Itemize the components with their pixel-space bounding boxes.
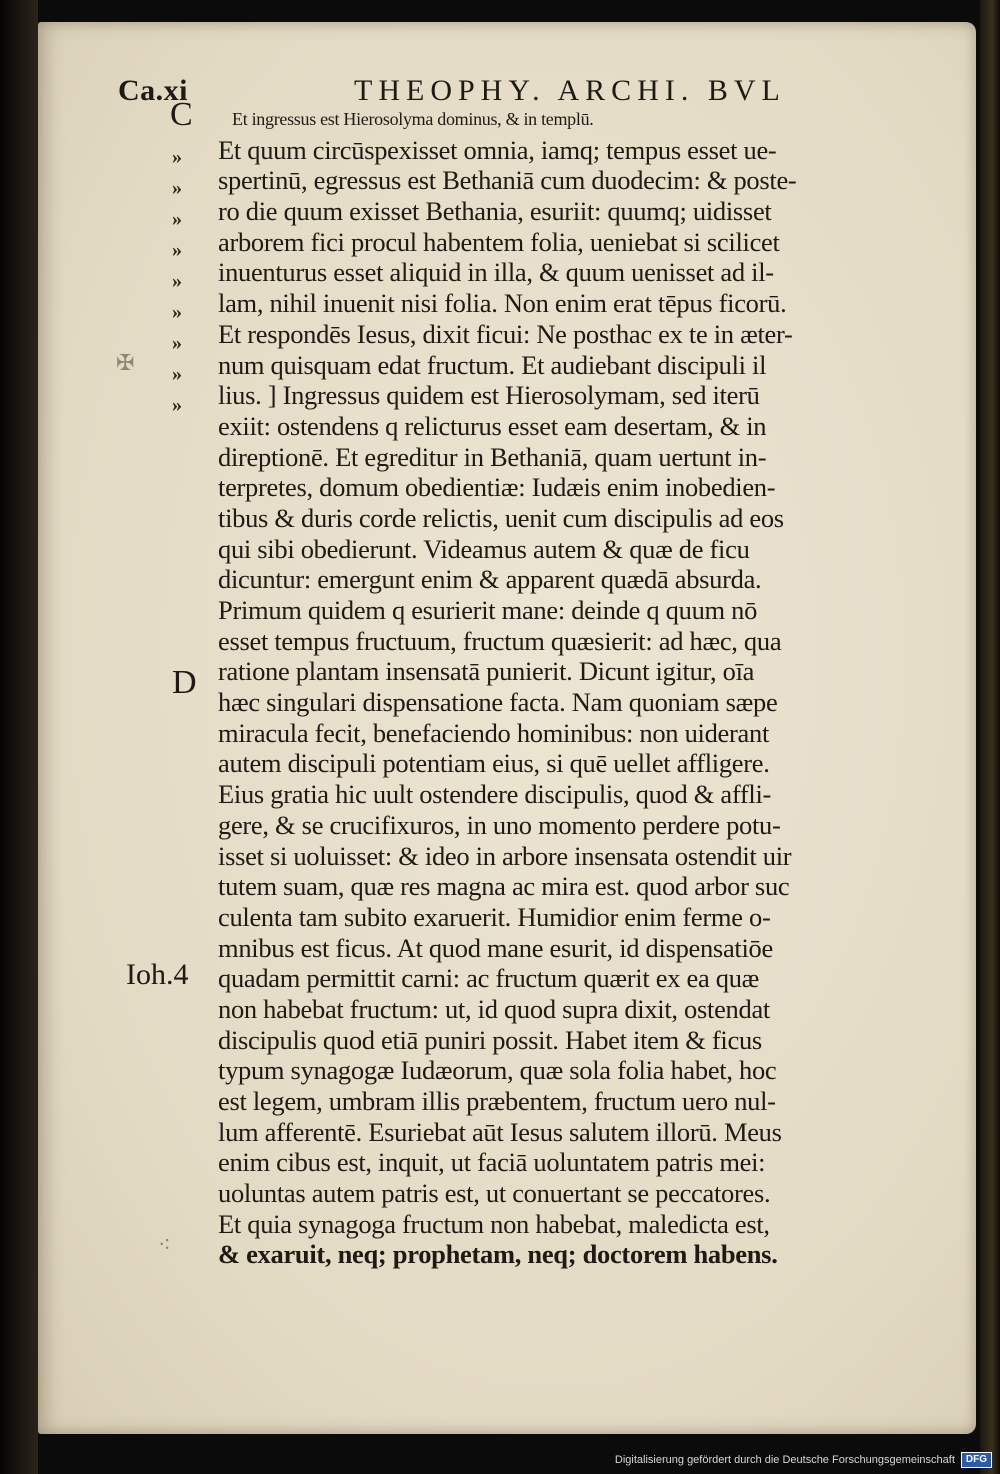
text-line: miracula fecit, benefaciendo hominibus: non uiderant	[218, 717, 770, 748]
text-line: uoluntas autem patris est, ut conuertant se peccatores.	[218, 1178, 771, 1209]
quote-mark: »	[172, 363, 179, 385]
text-line: culenta tam subito exaruerit. Humidior enim ferme o-	[218, 901, 771, 932]
text-line: terpretes, domum obedientiæ: Iudæis enim inobedien-	[218, 472, 776, 503]
text-line: exiit: ostendens q relicturus esset eam desertam, & in	[218, 410, 767, 441]
text-line: mnibus est ficus. At quod mane esurit, id dispensatiōe	[218, 932, 773, 963]
ink-stain-mark: ✠	[116, 350, 135, 375]
text-line: lius. ] Ingressus quidem est Hierosolymam, sed iterū	[218, 380, 760, 411]
dfg-logo-icon: DFG	[961, 1452, 992, 1468]
text-line: num quisquam edat fructum. Et audiebant discipuli il	[218, 349, 767, 380]
text-line: tutem suam, quæ res magna ac mira est. quod arbor suc	[218, 871, 790, 902]
text-line: direptionē. Et egreditur in Bethaniā, quam uertunt in-	[218, 441, 767, 472]
text-line: hæc singulari dispensatione facta. Nam quoniam sæpe	[218, 687, 778, 718]
text-line: ratione plantam insensatā punierit. Dicunt igitur, oīa	[218, 656, 755, 687]
text-line: discipulis quod etiā puniri possit. Habet item & ficus	[218, 1024, 762, 1055]
text-line: gere, & se crucifixuros, in uno momento perdere potu-	[218, 809, 781, 840]
running-head: THEOPHY. ARCHI. BVL	[354, 74, 786, 107]
ink-stain-mark: ⁖	[158, 1232, 171, 1257]
text-line: arborem fici procul habentem folia, ueniebat si scilicet	[218, 226, 780, 257]
margin-letter-c: C	[170, 96, 193, 133]
text-line: & exaruit, neq; prophetam, neq; doctorem habens.	[218, 1239, 778, 1270]
quote-mark: »	[172, 332, 179, 354]
text-line: isset si uoluisset: & ideo in arbore insensata ostendit uir	[218, 840, 792, 871]
quote-mark: »	[172, 270, 179, 292]
text-line: inuenturus esset aliquid in illa, & quum uenisset ad il-	[218, 257, 774, 288]
text-line: Et ingressus est Hierosolyma dominus, & in templū.	[232, 109, 594, 129]
text-line: autem discipuli potentiam eius, si quē uellet affligere.	[218, 748, 770, 779]
text-line: est legem, umbram illis præbentem, fructum uero nul-	[218, 1086, 776, 1116]
text-line: lum afferentē. Esuriebat aūt Iesus salutem illorū. Meus	[218, 1116, 782, 1147]
quote-mark: »	[172, 208, 179, 230]
page-edge-shadow	[980, 0, 1000, 1474]
quote-mark: »	[172, 239, 179, 261]
text-line: Et quum circūspexisset omnia, iamq; tempus esset ue-	[218, 134, 777, 165]
text-line: tibus & duris corde relictis, uenit cum discipulis ad eos	[218, 502, 784, 533]
text-line: Et quia synagoga fructum non habebat, maledicta est,	[218, 1208, 770, 1239]
margin-letter-d: D	[172, 664, 197, 701]
text-line: esset tempus fructuum, fructum quæsierit: ad hæc, qua	[218, 625, 782, 656]
margin-citation: Ioh.4	[126, 958, 189, 991]
text-line: ro die quum exisset Bethania, esuriit: quumq; uidisset	[218, 196, 772, 227]
body-text	[218, 104, 908, 1270]
chapter-reference: Ca.xi	[118, 74, 188, 107]
footer-credit: Digitalisierung gefördert durch die Deutsche Forschungsgemeinschaft	[614, 1454, 955, 1466]
text-line: non habebat fructum: ut, id quod supra dixit, ostendat	[218, 993, 770, 1024]
digitization-footer	[615, 1452, 992, 1468]
quote-mark: »	[172, 301, 179, 323]
text-line: enim cibus est, inquit, ut faciā uoluntatem patris mei:	[218, 1147, 766, 1178]
text-line: typum synagogæ Iudæorum, quæ sola folia habet, hoc	[218, 1055, 777, 1086]
quote-mark: »	[172, 146, 179, 168]
text-line: lam, nihil inuenit nisi folia. Non enim erat tēpus ficorū.	[218, 288, 787, 319]
text-line: spertinū, egressus est Bethaniā cum duodecim: & poste-	[218, 165, 797, 196]
quote-mark: »	[172, 177, 179, 199]
text-line: qui sibi obedierunt. Videamus autem & quæ de ficu	[218, 533, 750, 564]
text-line: dicuntur: emergunt enim & apparent quædā absurda.	[218, 564, 762, 595]
text-line: Primum quidem q esurierit mane: deinde q quum nō	[218, 595, 758, 625]
book-spine-shadow	[0, 0, 38, 1474]
text-line: quadam permittit carni: ac fructum quærit ex ea quæ	[218, 963, 760, 994]
text-line: Et respondēs Iesus, dixit ficui: Ne posthac ex te in æter-	[218, 318, 793, 349]
quote-mark: »	[172, 394, 179, 416]
text-line: Eius gratia hic uult ostendere discipulis, quod & affli-	[218, 779, 772, 810]
